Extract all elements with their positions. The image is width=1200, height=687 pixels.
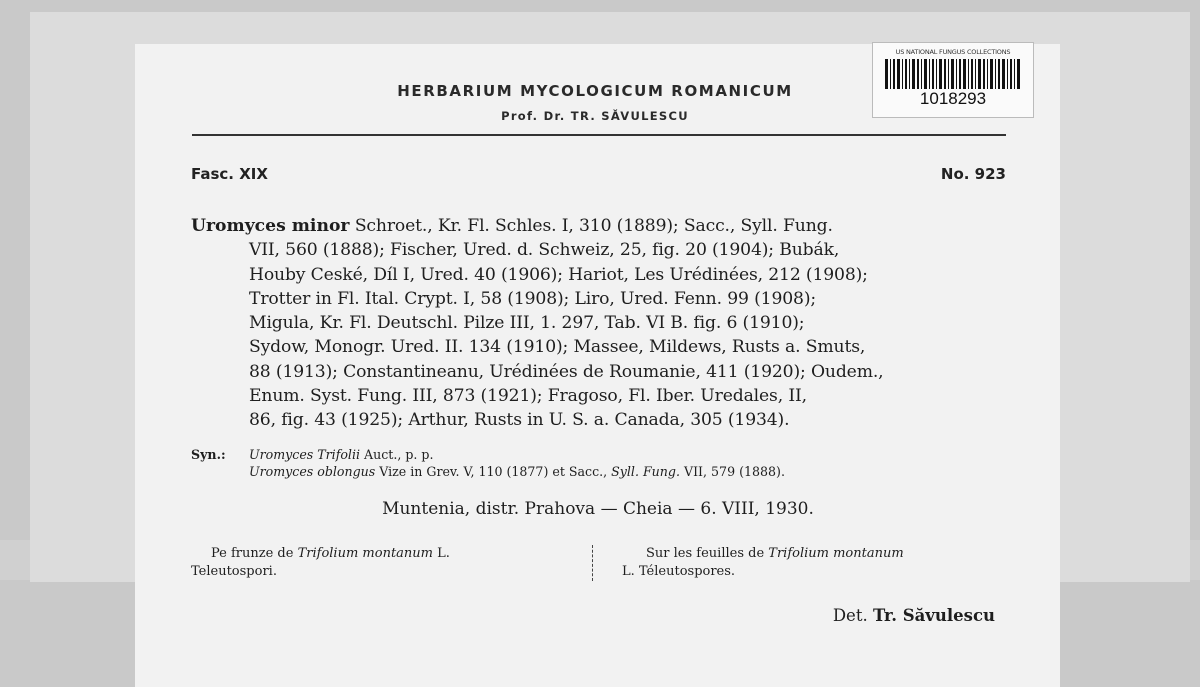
barcode-icon bbox=[885, 59, 1021, 89]
collection-locality: Muntenia, distr. Prahova — Cheia — 6. VIII, 1930. bbox=[382, 499, 814, 519]
host-text: Sur les feuilles de bbox=[646, 546, 769, 561]
host-line bbox=[622, 545, 1006, 563]
barcode-number: 1018293 bbox=[919, 89, 987, 108]
citation-line: Sydow, Monogr. Ured. II. 134 (1910); Massee, Mildews, Rusts a. Smuts, bbox=[249, 337, 866, 358]
synonym-name: Uromyces Trifolii bbox=[249, 447, 361, 462]
host-french bbox=[622, 545, 1006, 581]
citation-block bbox=[191, 214, 1005, 433]
host-divider bbox=[592, 545, 595, 581]
citation-line: Trotter in Fl. Ital. Crypt. I, 58 (1908); Liro, Ured. Fenn. 99 (1908); bbox=[249, 288, 817, 309]
citation-line: Enum. Syst. Fung. III, 873 (1921); Fragoso, Fl. Iber. Uredales, II, bbox=[249, 386, 807, 407]
host-text: L. bbox=[433, 546, 450, 561]
spore-stage: L. Téleutospores. bbox=[622, 564, 736, 579]
synonym-line bbox=[191, 463, 1005, 480]
citation-line: VII, 560 (1888); Fischer, Ured. d. Schweiz, 25, fig. 20 (1904); Bubák, bbox=[249, 240, 840, 261]
citation-line bbox=[191, 214, 1005, 238]
synonym-line bbox=[191, 446, 1005, 463]
spore-stage: Teleutospori. bbox=[191, 564, 277, 579]
citation-line: 86, fig. 43 (1925); Arthur, Rusts in U. S. a. Canada, 305 (1934). bbox=[249, 410, 790, 431]
determiner-name: Tr. Săvulescu bbox=[872, 606, 995, 625]
header-rule bbox=[192, 134, 1006, 136]
specimen-number: No. 923 bbox=[940, 165, 1006, 183]
host-name: Trifolium montanum bbox=[297, 546, 433, 561]
synonym-authority: VII, 579 (1888). bbox=[679, 464, 785, 479]
host-name: Trifolium montanum bbox=[768, 546, 904, 561]
host-line bbox=[191, 545, 587, 563]
synonym-authority: Auct., p. p. bbox=[360, 447, 434, 462]
synonyms-block bbox=[191, 446, 1005, 480]
synonym-label: Syn.: bbox=[191, 447, 226, 462]
barcode-caption: US NATIONAL FUNGUS COLLECTIONS bbox=[895, 48, 1011, 56]
synonym-authority: Vize in Grev. V, 110 (1877) et Sacc., bbox=[375, 464, 612, 479]
barcode-label bbox=[872, 42, 1034, 118]
citation-line: Migula, Kr. Fl. Deutschl. Pilze III, 1. 297, Tab. VI B. fig. 6 (1910); bbox=[249, 313, 805, 334]
fascicle-label: Fasc. XIX bbox=[191, 165, 268, 183]
species-name: Uromyces minor bbox=[191, 216, 350, 236]
citation-line: 88 (1913); Constantineanu, Urédinées de Roumanie, 411 (1920); Oudem., bbox=[249, 361, 884, 382]
determiner-prefix: Det. bbox=[832, 606, 868, 625]
synonym-name: Uromyces oblongus bbox=[249, 464, 376, 479]
synonym-journal: Syll. Fung. bbox=[611, 464, 680, 479]
host-romanian bbox=[191, 545, 587, 581]
host-text: Pe frunze de bbox=[211, 546, 298, 561]
herbarium-subtitle: Prof. Dr. TR. SĂVULESCU bbox=[501, 109, 689, 123]
citation-line: Houby Ceské, Díl I, Ured. 40 (1906); Hariot, Les Urédinées, 212 (1908); bbox=[249, 264, 868, 285]
herbarium-title: HERBARIUM MYCOLOGICUM ROMANICUM bbox=[397, 82, 793, 100]
citation-text: Schroet., Kr. Fl. Schles. I, 310 (1889); Sacc., Syll. Fung. bbox=[354, 216, 833, 236]
determiner bbox=[833, 606, 995, 625]
